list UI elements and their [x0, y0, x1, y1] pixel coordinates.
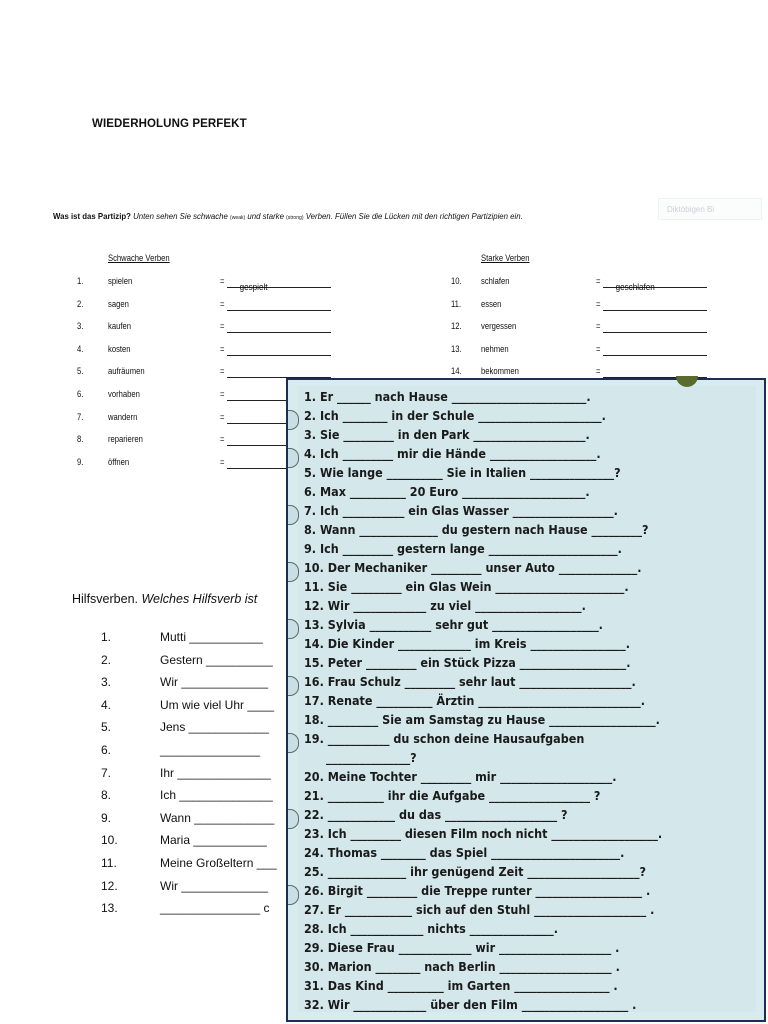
auxiliary-row-text: Ihr ______________	[160, 765, 271, 780]
panel-sentence: 1. Er ______ nach Hause ________________________.	[304, 390, 591, 404]
panel-sentence: 21. __________ ihr die Aufgabe __________________ ?	[304, 789, 601, 803]
panel-sentence: 24. Thomas ________ das Spiel _______________________.	[304, 846, 625, 860]
verb-infinitive: schlafen	[481, 276, 510, 286]
participle-blank	[227, 367, 331, 378]
auxiliary-row-number: 5.	[101, 720, 112, 735]
auxiliary-row-number: 10.	[101, 833, 118, 848]
weak-verbs-heading: Schwache Verben	[108, 253, 170, 263]
participle-blank	[227, 277, 331, 292]
verb-number: 8.	[77, 434, 84, 445]
auxiliary-row-number: 12.	[101, 878, 118, 893]
panel-sentence: 7. Ich ___________ ein Glas Wasser __________________.	[304, 504, 618, 518]
panel-sentence: 18. _________ Sie am Samstag zu Hause ___________________.	[304, 713, 660, 727]
equals-sign: =	[596, 366, 601, 377]
panel-sentence: 17. Renate __________ Ärztin _____________________________.	[304, 694, 646, 708]
verb-number: 9.	[77, 456, 84, 467]
auxiliary-heading-label: Hilfsverben.	[72, 592, 142, 606]
panel-sentence: 2. Ich ________ in der Schule ______________________.	[304, 409, 606, 423]
auxiliary-row-text: Jens ____________	[160, 720, 269, 735]
verb-number: 12.	[451, 321, 462, 332]
verb-infinitive: wandern	[108, 411, 138, 422]
participle-blank	[603, 345, 707, 356]
panel-sentence: 29. Diese Frau _____________ wir ____________________ .	[304, 941, 620, 955]
panel-sentence: 28. Ich _____________ nichts _______________.	[304, 922, 559, 936]
strong-verbs-heading: Starke Verben	[481, 253, 530, 263]
verb-infinitive: spielen	[108, 276, 133, 286]
auxiliary-row-text: _______________	[160, 743, 261, 757]
panel-sentence: 16. Frau Schulz _________ sehr laut ____________________.	[304, 675, 636, 689]
panel-sentence: 8. Wann ______________ du gestern nach Hause _________?	[304, 523, 649, 537]
verb-number: 4.	[77, 343, 84, 354]
verb-infinitive: essen	[481, 298, 502, 309]
equals-sign: =	[220, 276, 225, 286]
instruction-text	[53, 211, 523, 221]
equals-sign: =	[220, 298, 225, 309]
participle-blank	[603, 300, 707, 311]
auxiliary-row-text: _______________ c	[160, 901, 270, 916]
participle-blank	[227, 322, 331, 333]
verb-number: 10.	[451, 276, 462, 286]
panel-sentence: 31. Das Kind __________ im Garten _________________ .	[304, 979, 618, 993]
panel-sentence: 6. Max __________ 20 Euro ______________________.	[304, 485, 590, 499]
auxiliary-row-text: Mutti ___________	[160, 630, 263, 644]
auxiliary-row-number: 13.	[101, 901, 118, 916]
panel-sentence: 22. ____________ du das ____________________ ?	[304, 808, 568, 822]
verb-infinitive: öffnen	[108, 456, 130, 467]
panel-sentence: 5. Wie lange __________ Sie in Italien _______________?	[304, 466, 621, 480]
instruction-italic-3: Verben. Füllen Sie die Lücken mit den richtigen Partizipien ein.	[303, 211, 523, 221]
equals-sign: =	[220, 321, 225, 332]
panel-sentence: 4. Ich _________ mir die Hände ___________________.	[304, 447, 601, 461]
instruction-small-1: (weak)	[230, 215, 246, 221]
panel-sentence: 27. Er ____________ sich auf den Stuhl ____________________ .	[304, 903, 655, 917]
panel-sentence: 23. Ich _________ diesen Film noch nicht ___________________.	[304, 827, 663, 841]
verb-number: 3.	[77, 321, 84, 332]
verb-number: 5.	[77, 366, 84, 377]
auxiliary-row-text: Maria ___________	[160, 833, 267, 848]
instruction-bold: Was ist das Partizip?	[53, 211, 131, 221]
equals-sign: =	[596, 343, 601, 354]
panel-sentence: 30. Marion ________ nach Berlin ____________________ .	[304, 960, 620, 974]
auxiliary-section-heading	[72, 592, 257, 606]
panel-sentence: 19. ___________ du schon deine Hausaufgaben	[304, 732, 585, 746]
page-title: WIEDERHOLUNG PERFEKT	[92, 118, 247, 130]
auxiliary-row-text: Wir _____________	[160, 878, 269, 893]
auxiliary-row-number: 8.	[101, 788, 112, 803]
auxiliary-row-number: 2.	[101, 652, 112, 667]
panel-sentence: 25. ______________ ihr genügend Zeit ____________________?	[304, 865, 647, 879]
verb-infinitive: sagen	[108, 298, 129, 309]
panel-sentence: 15. Peter _________ ein Stück Pizza ___________________.	[304, 656, 631, 670]
panel-sentence: 11. Sie _________ ein Glas Wein _______________________.	[304, 580, 629, 594]
panel-sentence: 14. Die Kinder _____________ im Kreis _________________.	[304, 637, 631, 651]
auxiliary-row-number: 7.	[101, 765, 112, 780]
participle-blank	[603, 277, 707, 292]
verb-number: 14.	[451, 366, 462, 377]
auxiliary-row-text: Wann ____________	[160, 810, 275, 825]
verb-number: 2.	[77, 298, 84, 309]
auxiliary-row-number: 3.	[101, 675, 112, 690]
verb-infinitive: reparieren	[108, 434, 143, 445]
verb-number: 1.	[77, 276, 84, 286]
panel-sentence: 26. Birgit _________ die Treppe runter ___________________ .	[304, 884, 651, 898]
instruction-italic-1: Unten sehen Sie schwache	[130, 211, 231, 221]
auxiliary-heading-question: Welches Hilfsverb ist	[141, 592, 258, 606]
auxiliary-row-text: Ich ______________	[160, 788, 273, 803]
participle-blank	[603, 322, 707, 333]
verb-number: 13.	[451, 343, 462, 354]
instruction-small-2: (strong)	[286, 215, 304, 221]
auxiliary-row-text: Gestern __________	[160, 652, 273, 667]
instruction-italic-2: und starke	[245, 211, 287, 221]
panel-sentence: _______________?	[326, 751, 417, 765]
auxiliary-row-number: 4.	[101, 697, 112, 712]
verb-infinitive: vorhaben	[108, 389, 140, 399]
equals-sign: =	[220, 389, 225, 399]
participle-answer: geschlafen	[615, 282, 655, 292]
verb-infinitive: aufräumen	[108, 366, 145, 377]
verb-infinitive: bekommen	[481, 366, 519, 377]
worksheet-overlay-panel	[286, 378, 766, 1022]
equals-sign: =	[220, 434, 225, 445]
panel-sentence: 10. Der Mechaniker _________ unser Auto ______________.	[304, 561, 642, 575]
auxiliary-row-number: 9.	[101, 810, 112, 825]
panel-sentence: 20. Meine Tochter _________ mir ____________________.	[304, 770, 617, 784]
panel-sentence: 9. Ich _________ gestern lange _______________________.	[304, 542, 622, 556]
auxiliary-row-number: 6.	[101, 743, 112, 757]
auxiliary-row-text: Wir _____________	[160, 675, 269, 690]
equals-sign: =	[596, 298, 601, 309]
verb-number: 11.	[451, 298, 462, 309]
verb-number: 6.	[77, 389, 84, 399]
participle-blank	[227, 345, 331, 356]
auxiliary-row-text: Um wie viel Uhr ____	[160, 697, 275, 712]
verb-infinitive: vergessen	[481, 321, 517, 332]
panel-sentence: 32. Wir _____________ über den Film ___________________ .	[304, 998, 637, 1012]
auxiliary-row-number: 11.	[101, 856, 117, 870]
equals-sign: =	[220, 411, 225, 422]
faded-overlay-button[interactable]: Diktöbigen Bi	[658, 198, 762, 220]
equals-sign: =	[596, 276, 601, 286]
participle-answer: gespielt	[239, 282, 268, 292]
panel-sentence: 12. Wir _____________ zu viel ___________________.	[304, 599, 586, 613]
verb-number: 7.	[77, 411, 84, 422]
auxiliary-row-number: 1.	[101, 630, 112, 644]
verb-infinitive: kaufen	[108, 321, 131, 332]
equals-sign: =	[220, 456, 225, 467]
equals-sign: =	[220, 366, 225, 377]
equals-sign: =	[220, 343, 225, 354]
participle-blank	[227, 300, 331, 311]
verb-infinitive: kosten	[108, 343, 131, 354]
auxiliary-row-text: Meine Großeltern ___	[160, 856, 277, 870]
equals-sign: =	[596, 321, 601, 332]
verb-infinitive: nehmen	[481, 343, 509, 354]
panel-sentence: 13. Sylvia ___________ sehr gut ___________________.	[304, 618, 603, 632]
panel-sentence: 3. Sie _________ in den Park ____________________.	[304, 428, 590, 442]
